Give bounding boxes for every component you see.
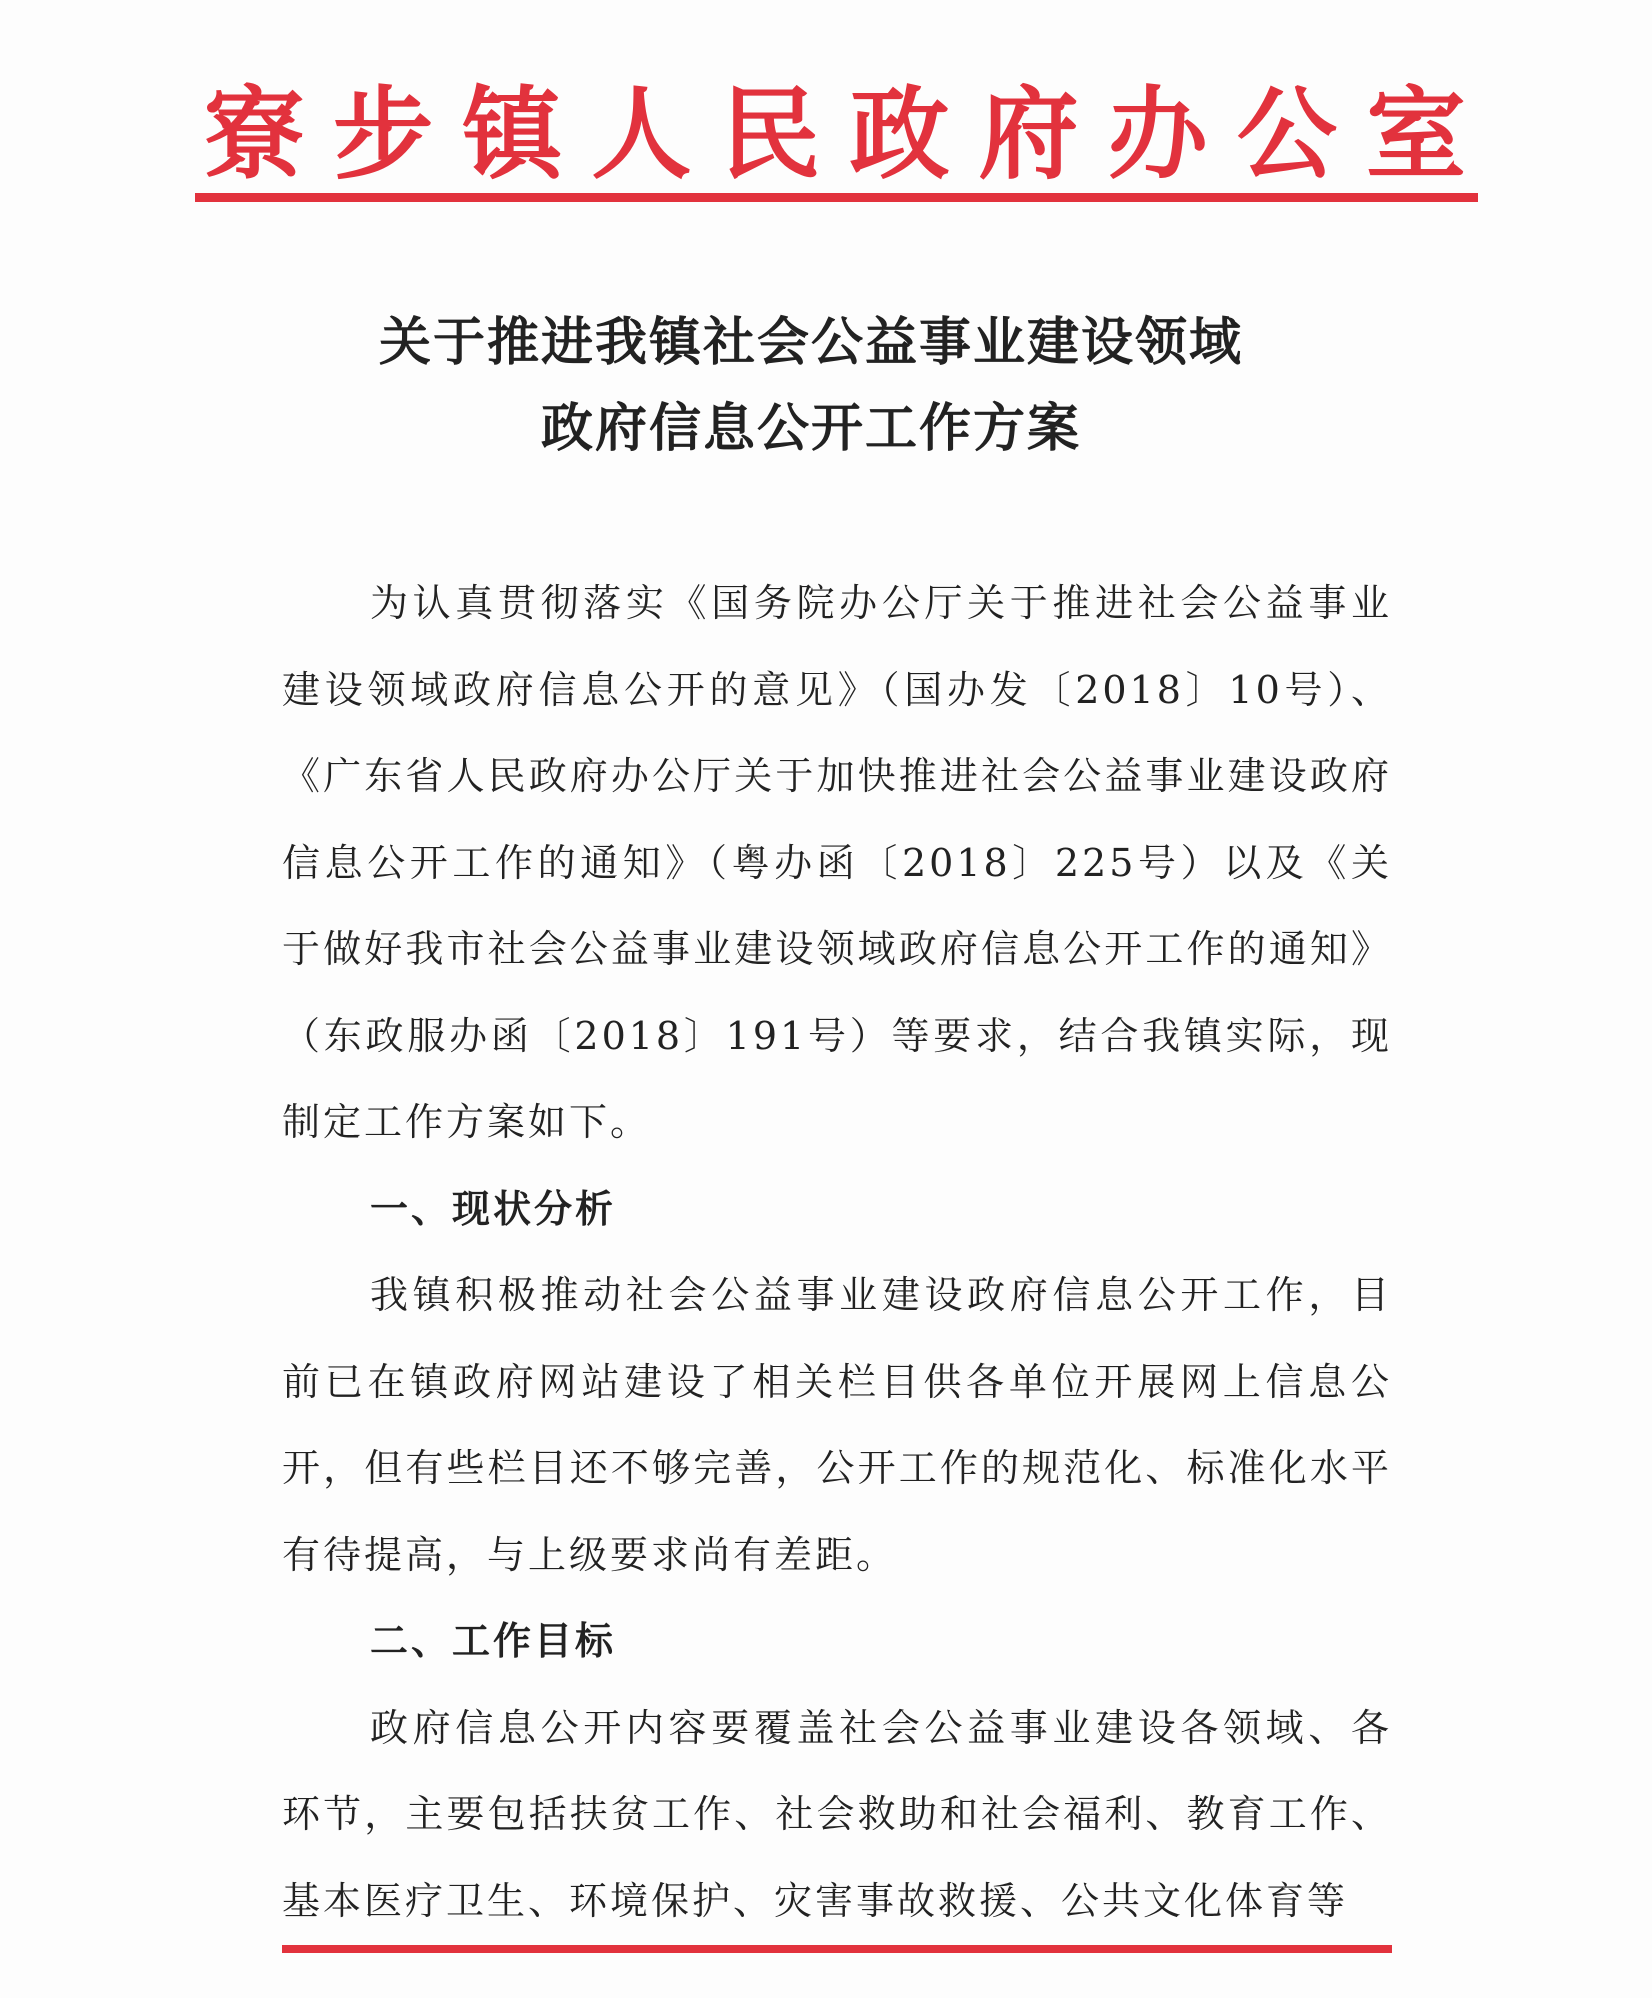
letterhead-char: 府 xyxy=(978,76,1079,193)
letterhead-char: 步 xyxy=(333,76,434,193)
letterhead-char: 政 xyxy=(849,76,950,193)
document-title-line-2: 政府信息公开工作方案 xyxy=(540,399,1081,459)
section-heading-status: 一、现状分析 xyxy=(370,1186,617,1231)
footer-divider xyxy=(282,1945,1392,1953)
letterhead-char: 室 xyxy=(1365,76,1466,193)
goals-paragraph: 政府信息公开内容要覆盖社会公益事业建设各领域、各环节，主要包括扶贫工作、社会救助和社会福利、教育工作、基本医疗卫生、环境保护、灾害事故救援、公共文化体育等 xyxy=(282,1705,1392,1923)
letterhead-char: 办 xyxy=(1107,76,1208,193)
letterhead-char: 人 xyxy=(591,76,692,193)
document-title-line-1: 关于推进我镇社会公益事业建设领域 xyxy=(378,313,1243,373)
letterhead-char: 民 xyxy=(720,76,821,193)
intro-paragraph: 为认真贯彻落实《国务院办公厅关于推进社会公益事业建设领域政府信息公开的意见》（国办发〔2018〕10号）、《广东省人民政府办公厅关于加快推进社会公益事业建设政府信息公开工作的通知》（粤办函〔2018〕225号）以及《关于做好我市社会公益事业建设领域政府信息公开工作的通知》（东政服办函〔2018〕191号）等要求，结合我镇实际，现制定工作方案如下。 xyxy=(282,581,1392,1144)
letterhead-char: 寮 xyxy=(204,76,304,193)
letterhead-char: 公 xyxy=(1236,76,1337,193)
status-paragraph: 我镇积极推动社会公益事业建设政府信息公开工作，目前已在镇政府网站建设了相关栏目供各单位开展网上信息公开，但有些栏目还不够完善，公开工作的规范化、标准化水平有待提高，与上级要求尚有差距。 xyxy=(282,1273,1392,1577)
letterhead-char: 镇 xyxy=(462,76,563,193)
letterhead-divider xyxy=(195,193,1478,202)
letterhead-title xyxy=(195,76,1475,193)
section-heading-goals: 二、工作目标 xyxy=(370,1619,617,1663)
document-body xyxy=(282,560,1392,1944)
